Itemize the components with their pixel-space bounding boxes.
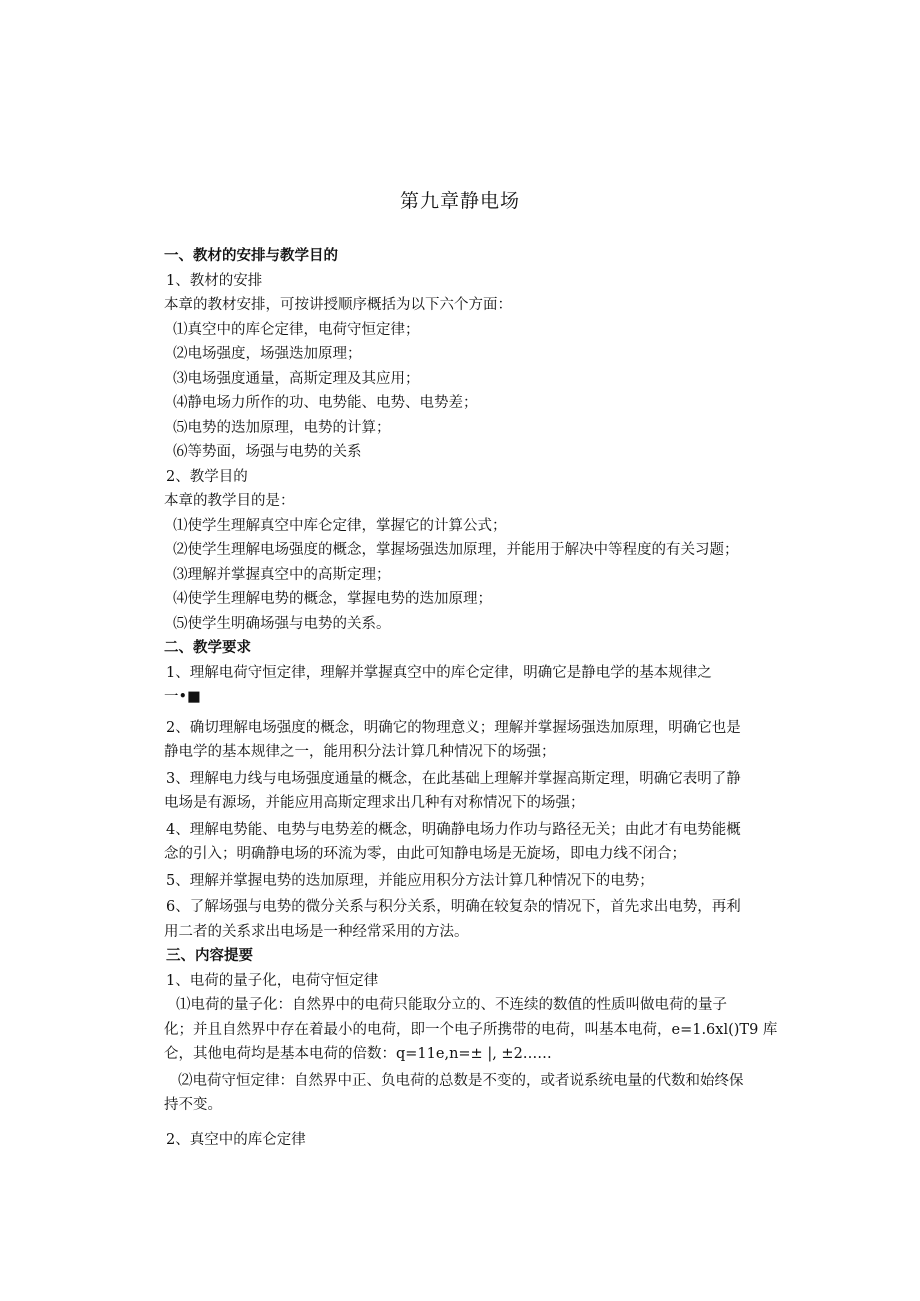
list-item: ⑵电场强度，场强迭加原理；	[173, 346, 362, 362]
requirement-1-line-2: 一•■	[164, 689, 201, 705]
requirement-4-line-2: 念的引入；明确静电场的环流为零，由此可知静电场是无旋场，即电力线不闭合；	[164, 846, 686, 862]
paragraph-intro-1: 本章的教材安排，可按讲授顺序概括为以下六个方面：	[164, 297, 512, 313]
requirement-3-line-2: 电场是有源场，并能应用高斯定理求出几种有对称情况下的场强；	[164, 795, 585, 811]
document-body	[164, 244, 784, 1152]
paragraph-quantization-line-1: ⑴电荷的量子化：自然界中的电荷只能取分立的、不连续的数值的性质叫做电荷的量子	[176, 997, 727, 1013]
requirement-4-line-1: 4、理解电势能、电势与电势差的概念，明确静电场力作功与路径无关；由此才有电势能概	[166, 821, 741, 838]
requirement-3-line-1: 3、理解电力线与电场强度通量的概念，在此基础上理解并掌握高斯定理，明确它表明了静	[166, 770, 741, 787]
list-item: ⑶电场强度通量，高斯定理及其应用；	[173, 370, 420, 387]
paragraph-quantization-line-2: 化；并且自然界中存在着最小的电荷，即一个电子所携带的电荷，叫基本电荷，e=1.6xl()T9 库	[164, 1021, 778, 1038]
section-heading-1: 一、教材的安排与教学目的	[164, 248, 338, 264]
list-item: ⑵使学生理解电场强度的概念，掌握场强迭加原理，并能用于解决中等程度的有关习题；	[173, 542, 739, 558]
section-heading-3: 三、内容提要	[166, 948, 253, 964]
list-item: ⑷使学生理解电势的概念，掌握电势的迭加原理；	[173, 591, 492, 607]
list-item: ⑸电势的迭加原理，电势的计算；	[173, 419, 391, 436]
list-item: ⑶理解并掌握真空中的高斯定理；	[173, 566, 391, 583]
list-item: ⑹等势面，场强与电势的关系	[173, 444, 362, 460]
list-item: ⑴真空中的库仑定律，电荷守恒定律；	[173, 321, 420, 338]
subsection-heading-3-1: 1、电荷的量子化，电荷守恒定律	[166, 972, 379, 989]
subsection-heading-1-2: 2、教学目的	[166, 468, 248, 485]
section-heading-2: 二、教学要求	[164, 640, 251, 656]
list-item: ⑸使学生明确场强与电势的关系。	[173, 615, 391, 632]
subsection-heading-1-1: 1、教材的安排	[166, 272, 263, 289]
paragraph-conservation-line-2: 持不变。	[164, 1097, 222, 1113]
subsection-heading-3-2: 2、真空中的库仑定律	[166, 1131, 306, 1148]
paragraph-intro-2: 本章的教学目的是：	[164, 493, 295, 509]
paragraph-conservation-line-1: ⑵电荷守恒定律：自然界中正、负电荷的总数是不变的，或者说系统电量的代数和始终保	[178, 1072, 744, 1089]
requirement-2-line-2: 静电学的基本规律之一，能用积分法计算几种情况下的场强；	[164, 744, 556, 760]
list-item: ⑴使学生理解真空中库仑定律，掌握它的计算公式；	[173, 517, 507, 534]
list-item: ⑷静电场力所作的功、电势能、电势、电势差；	[173, 395, 478, 411]
requirement-2-line-1: 2、确切理解电场强度的概念，明确它的物理意义；理解并掌握场强迭加原理，明确它也是	[166, 719, 741, 736]
page-title: 第九章静电场	[399, 190, 520, 212]
requirement-5-line-1: 5、理解并掌握电势的迭加原理，并能应用积分方法计算几种情况下的电势；	[166, 872, 654, 889]
requirement-1-line-1: 1、理解电荷守恒定律，理解并掌握真空中的库仑定律，明确它是静电学的基本规律之	[166, 664, 712, 681]
requirement-6-line-1: 6、了解场强与电势的微分关系与积分关系，明确在较复杂的情况下，首先求出电势，再利	[166, 899, 741, 915]
requirement-6-line-2: 用二者的关系求出电场是一种经常采用的方法。	[164, 923, 469, 940]
paragraph-quantization-line-3: 仑，其他电荷均是基本电荷的倍数：q=11e,n=± |, ±2……	[164, 1046, 552, 1062]
